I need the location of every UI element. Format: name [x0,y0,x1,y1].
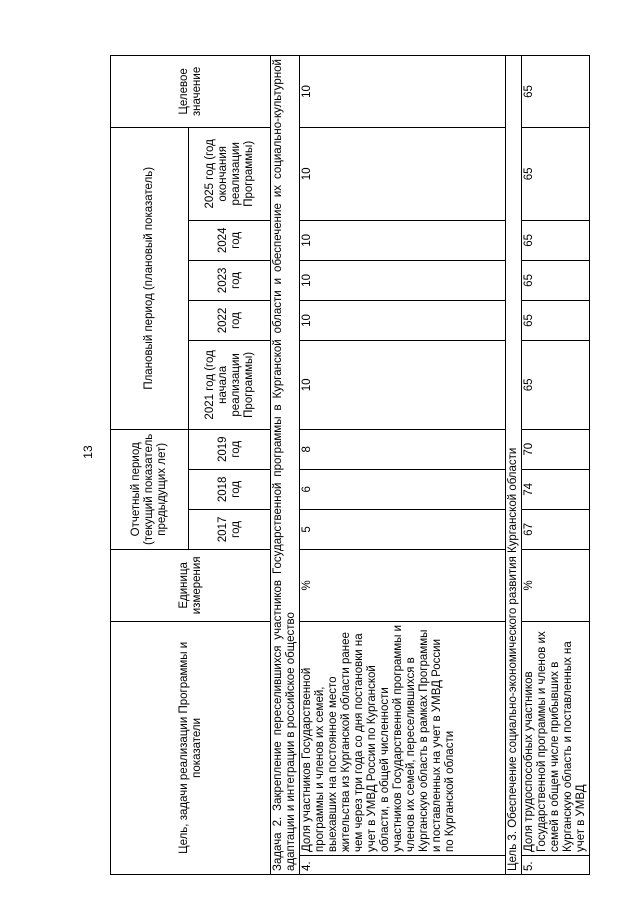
row-4-number: 4. [300,856,506,875]
header-report-period: Отчетный период (текущий показатель предыдущих лет) [111,429,189,549]
row-4-unit: % [300,549,506,621]
header-year-2019: 2019 год [189,429,271,469]
row-4-2024: 10 [300,220,506,260]
row-4-2022: 10 [300,300,506,340]
row-4-indicator: Доля участников Государственной программы и членов их семей, выехавших на постоянное место жительства из Курганской области ранее чем через три года со дня постановки на учет в УМВД России по Курганской области, в общей численности участников Государственной программы и членов их семей, переселившихся в Курганскую область в рамках Программы и поставленных на учет в УМВД России по Курганской области [300,621,506,855]
task-2-row: Задача 2. Закрепление переселившихся участников Государственной программы в Курганской области и обеспечение их социально-культурной адаптации и интеграции в российское общество [271,56,300,875]
row-4-2019: 8 [300,429,506,469]
header-year-2018: 2018 год [189,469,271,509]
row-5-2024: 65 [522,220,590,260]
header-year-2022: 2022 год [189,300,271,340]
header-year-2023: 2023 год [189,260,271,300]
header-unit-column: Единица измерения [111,549,271,621]
header-year-2025: 2025 год (год окончания реализации Программы) [189,127,271,220]
row-4-2021: 10 [300,341,506,430]
row-5-2017: 67 [522,509,590,549]
row-5-2022: 65 [522,300,590,340]
row-5-2021: 65 [522,341,590,430]
goal-3-row: Цель 3. Обеспечение социально-экономического развития Курганской области [506,56,522,875]
row-4-2025: 10 [300,127,506,220]
header-year-2021: 2021 год (год начала реализации Программы) [189,341,271,430]
row-4-2018: 6 [300,469,506,509]
row-5-2023: 65 [522,260,590,300]
header-year-2024: 2024 год [189,220,271,260]
row-4-2023: 10 [300,260,506,300]
row-5-target: 65 [522,56,590,128]
indicators-table [110,55,590,875]
header-goal-column: Цель, задачи реализации Программы и показатели [111,621,271,874]
header-year-2017: 2017 год [189,509,271,549]
rotated-landscape-page [110,55,630,875]
header-plan-period: Плановый период (плановый показатель) [111,127,189,429]
row-5-2018: 74 [522,469,590,509]
row-4-target: 10 [300,56,506,128]
row-5-number: 5. [522,856,590,875]
row-5-indicator: Доля трудоспособных участников Государственной программы и членов их семей в общем числе прибывших в Курганскую область и поставленных на учет в УМВД [522,621,590,855]
row-5-2025: 65 [522,127,590,220]
row-5-2019: 70 [522,429,590,469]
row-4-2017: 5 [300,509,506,549]
row-5-unit: % [522,549,590,621]
header-target: Целевое значение [111,56,271,128]
page-number: 13 [81,445,95,459]
